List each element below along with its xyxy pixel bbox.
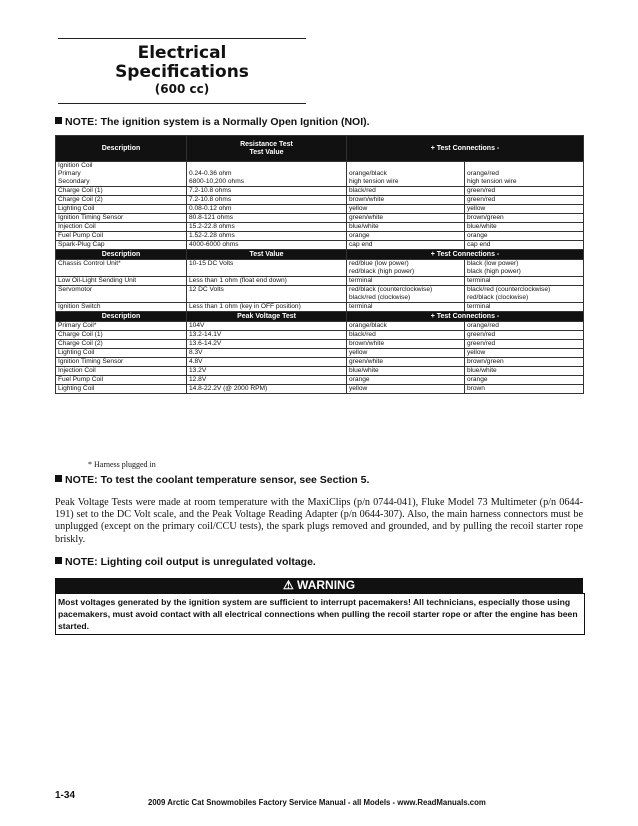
title-subtitle: (600 cc): [154, 82, 210, 96]
table-row: [56, 303, 584, 312]
table-cell: yellow: [347, 205, 465, 214]
table-cell: blue/white: [465, 223, 584, 232]
table-header-cell: Test Value: [187, 250, 347, 260]
table-cell: Servomotor: [56, 286, 187, 303]
table-cell: Charge Coil (2): [56, 196, 187, 205]
table-cell: Injection Coil: [56, 223, 187, 232]
table-cell: blue/white: [347, 223, 465, 232]
table-header-row: [56, 250, 584, 260]
table-cell: cap end: [465, 241, 584, 250]
table-cell: 8.3V: [187, 349, 347, 358]
note-coolant: [55, 474, 369, 486]
table-header-row: [56, 136, 584, 162]
table-cell: blue/white: [465, 367, 584, 376]
bullet-square-icon: [55, 117, 62, 124]
table-cell: yellow: [465, 349, 584, 358]
title-top-rule: [58, 38, 306, 39]
table-cell: Primary Coil*: [56, 322, 187, 331]
title-line-2: Specifications: [115, 62, 249, 82]
table-cell: brown/green: [465, 214, 584, 223]
table-cell: brown/green: [465, 358, 584, 367]
table-row: [56, 187, 584, 196]
table-cell: 14.8-22.2V (@ 2000 RPM): [187, 385, 347, 394]
table-cell: Ignition Timing Sensor: [56, 358, 187, 367]
table-cell: 80.8-121 ohms: [187, 214, 347, 223]
table-cell: red/black (counterclockwise) black/red (clockwise): [347, 286, 465, 303]
note-lighting-text: NOTE: Lighting coil output is unregulated voltage.: [65, 556, 316, 568]
table-cell: green/red: [465, 187, 584, 196]
table-cell: 1.52-2.28 ohms: [187, 232, 347, 241]
table-row: [56, 358, 584, 367]
table-cell: orange: [465, 376, 584, 385]
table-cell: terminal: [465, 303, 584, 312]
table-row: [56, 241, 584, 250]
table-cell: Less than 1 ohm (float end down): [187, 277, 347, 286]
warning-banner: ⚠ WARNING: [55, 578, 583, 593]
table-row: [56, 196, 584, 205]
table-cell: terminal: [347, 303, 465, 312]
table-cell: Ignition Timing Sensor: [56, 214, 187, 223]
table-cell: terminal: [465, 277, 584, 286]
table-row: [56, 260, 584, 277]
table-cell: 104V: [187, 322, 347, 331]
table-cell: 4000-6000 ohms: [187, 241, 347, 250]
table-cell: Spark-Plug Cap: [56, 241, 187, 250]
table-row: [56, 286, 584, 303]
table-header-row: [56, 312, 584, 322]
table-cell: black (low power) black (high power): [465, 260, 584, 277]
table-header-cell: Description: [56, 250, 187, 260]
table-header-cell: Description: [56, 136, 187, 162]
table-cell: 13.2-14.1V: [187, 331, 347, 340]
table-row: [56, 331, 584, 340]
table-cell: green/red: [465, 331, 584, 340]
table-cell: yellow: [347, 349, 465, 358]
table-cell: black/red: [347, 331, 465, 340]
table-cell: Chassis Control Unit*: [56, 260, 187, 277]
table-cell: 7.2-10.8 ohms: [187, 196, 347, 205]
table-cell: 0.08-0.12 ohm: [187, 205, 347, 214]
table-cell: orange: [347, 232, 465, 241]
table-cell: Lighting Coil: [56, 349, 187, 358]
electrical-spec-table: [55, 135, 584, 394]
table-cell: black/red (counterclockwise) red/black (clockwise): [465, 286, 584, 303]
table-cell: yellow: [465, 205, 584, 214]
warning-text: Most voltages generated by the ignition system are sufficient to interrupt pacemakers! All technicians, especially those using pacemakers, must avoid contact with all electrical connections when pulling the recoil starter rope or after the engine has been started.: [55, 593, 585, 635]
table-header-cell: Peak Voltage Test: [187, 312, 347, 322]
table-cell: Ignition Switch: [56, 303, 187, 312]
table-cell: brown/white: [347, 196, 465, 205]
table-cell: red/blue (low power) red/black (high power): [347, 260, 465, 277]
table-cell: 12.8V: [187, 376, 347, 385]
table-cell: green/white: [347, 214, 465, 223]
table-row: [56, 162, 584, 187]
table-cell: Fuel Pump Coil: [56, 232, 187, 241]
table-cell: green/red: [465, 196, 584, 205]
table-row: [56, 385, 584, 394]
table-cell: 7.2-10.8 ohms: [187, 187, 347, 196]
note-lighting: [55, 556, 316, 568]
table-cell: Charge Coil (2): [56, 340, 187, 349]
table-cell: blue/white: [347, 367, 465, 376]
table-cell: brown/white: [347, 340, 465, 349]
table-cell: Less than 1 ohm (key in OFF position): [187, 303, 347, 312]
table-row: [56, 223, 584, 232]
title-line-1: Electrical: [137, 43, 227, 63]
table-cell: brown: [465, 385, 584, 394]
table-cell: 12 DC Volts: [187, 286, 347, 303]
title-bottom-rule: [58, 103, 306, 104]
table-cell: 10-15 DC Volts: [187, 260, 347, 277]
table-row: [56, 214, 584, 223]
table-header-cell: Description: [56, 312, 187, 322]
table-cell: 15.2-22.8 ohms: [187, 223, 347, 232]
table-cell: Lighting Coil: [56, 385, 187, 394]
table-row: [56, 340, 584, 349]
table-cell: 0.24-0.36 ohm 6800-10,200 ohms: [187, 162, 347, 187]
table-row: [56, 277, 584, 286]
peak-voltage-paragraph: Peak Voltage Tests were made at room temperature with the MaxiClips (p/n 0744-041), Fluke Model 73 Multimeter (p/n 0644-191) set to the DC Volt scale, and the Peak Voltage Reading Adapter (p/n 0644-307). Also, the main harness connectors must be unplugged (except on the primary coil/CCU tests), the spark plugs removed and grounded, and by pulling the recoil starter rope briskly.: [55, 497, 583, 545]
table-row: [56, 367, 584, 376]
table-row: [56, 349, 584, 358]
table-cell: orange/red high tension wire: [465, 162, 584, 187]
footer-text: 2009 Arctic Cat Snowmobiles Factory Service Manual - all Models - www.ReadManuals.com: [148, 798, 486, 807]
table-cell: orange/red: [465, 322, 584, 331]
table-cell: yellow: [347, 385, 465, 394]
table-cell: 4.8V: [187, 358, 347, 367]
table-header-cell: + Test Connections -: [347, 312, 584, 322]
table-row: [56, 232, 584, 241]
table-cell: 13.2V: [187, 367, 347, 376]
table-row: [56, 376, 584, 385]
table-cell: green/white: [347, 358, 465, 367]
table-cell: orange: [347, 376, 465, 385]
table-row: [56, 205, 584, 214]
note-ignition: [55, 116, 370, 128]
table-cell: Ignition Coil Primary Secondary: [56, 162, 187, 187]
note-coolant-text: NOTE: To test the coolant temperature sensor, see Section 5.: [65, 474, 370, 486]
table-cell: orange/black high tension wire: [347, 162, 465, 187]
table-header-cell: Resistance Test Test Value: [187, 136, 347, 162]
table-cell: Fuel Pump Coil: [56, 376, 187, 385]
page-number: 1-34: [55, 790, 76, 801]
footnote: * Harness plugged in: [88, 460, 156, 469]
note-ignition-text: NOTE: The ignition system is a Normally Open Ignition (NOI).: [65, 116, 370, 128]
table-cell: Charge Coil (1): [56, 187, 187, 196]
table-cell: green/red: [465, 340, 584, 349]
bullet-square-icon: [55, 557, 62, 564]
table-header-cell: + Test Connections -: [347, 136, 584, 162]
table-cell: orange: [465, 232, 584, 241]
page-title: [58, 44, 306, 97]
table-cell: Injection Coil: [56, 367, 187, 376]
table-cell: black/red: [347, 187, 465, 196]
table-cell: Lighting Coil: [56, 205, 187, 214]
table-cell: cap end: [347, 241, 465, 250]
table-cell: 13.6-14.2V: [187, 340, 347, 349]
table-cell: terminal: [347, 277, 465, 286]
table-cell: Charge Coil (1): [56, 331, 187, 340]
bullet-square-icon: [55, 475, 62, 482]
table-header-cell: + Test Connections -: [347, 250, 584, 260]
table-cell: orange/black: [347, 322, 465, 331]
table-cell: Low Oil-Light Sending Unit: [56, 277, 187, 286]
table-row: [56, 322, 584, 331]
